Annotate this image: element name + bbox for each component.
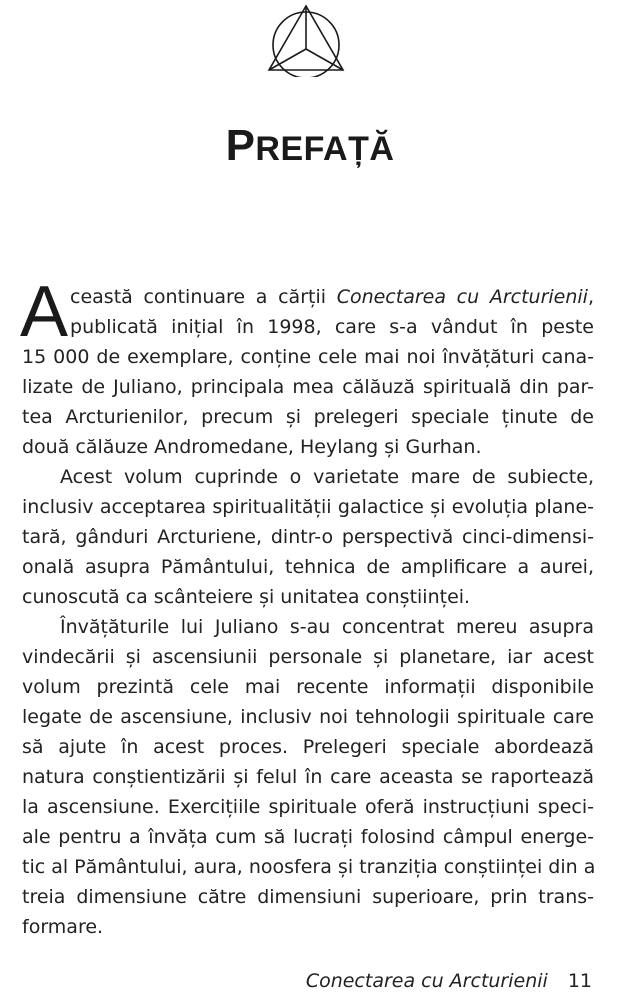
triangle-circle-emblem-icon xyxy=(266,2,346,77)
drop-cap: A xyxy=(20,272,69,352)
text-line: onală asupra Pământului, tehnica de amplificare a aurei, xyxy=(22,556,594,578)
body-text xyxy=(20,272,596,942)
paragraph-3 xyxy=(22,612,594,942)
text-line: ale pentru a învăța cum să lucrați folosind câmpul energe- xyxy=(22,826,594,848)
text-line: Acest volum cuprinde o varietate mare de subiecte, xyxy=(60,466,594,488)
text-line: 15 000 de exemplare, conține cele mai noi învățături cana- xyxy=(22,346,594,368)
book-title-italic: Conectarea cu Arcturienii xyxy=(336,286,588,308)
text-line: formare. xyxy=(22,916,104,938)
paragraph-1 xyxy=(20,272,594,462)
paragraph-2 xyxy=(22,462,594,612)
text-line: să ajute în acest proces. Prelegeri speciale abordează xyxy=(22,736,594,758)
text-line: la ascensiune. Exercițiile spirituale oferă instrucțiuni speci- xyxy=(22,796,594,818)
text-line: inclusiv acceptarea spiritualității galactice și evoluția plane- xyxy=(22,496,594,518)
running-footer-title: Conectarea cu Arcturienii xyxy=(305,970,548,992)
text-line: cunoscută ca scânteiere și unitatea conștiinței. xyxy=(22,586,471,608)
title-rest: REFAȚĂ xyxy=(255,130,395,169)
page-footer xyxy=(306,970,592,992)
page-number: 11 xyxy=(567,970,592,992)
text-line: volum prezintă cele mai recente informații disponibile xyxy=(22,676,594,698)
text-line: două călăuze Andromedane, Heylang și Gurhan. xyxy=(22,436,482,458)
text-line: publicată inițial în 1998, care s-a vândut în peste xyxy=(70,316,594,338)
text-line: Învățăturile lui Juliano s-au concentrat mereu asupra xyxy=(60,616,594,638)
text-line: tară, gânduri Arcturiene, dintr-o perspectivă cinci-dimensi- xyxy=(22,526,594,548)
text-line: vindecării și ascensiunii personale și planetare, iar acest xyxy=(22,646,594,668)
text-line: tea Arcturienilor, precum și prelegeri speciale ținute de xyxy=(22,406,594,428)
title-initial: P xyxy=(225,121,256,171)
text-line: treia dimensiune către dimensiuni superioare, prin trans- xyxy=(22,886,594,908)
text-line: ceastă continuare a cărții Conectarea cu Arcturienii, xyxy=(70,286,594,308)
page-title xyxy=(0,121,620,174)
text-line: natura conștientizării și felul în care aceasta se raportează xyxy=(22,766,594,788)
text-line: tic al Pământului, aura, noosfera și tranziția conștiinței din a xyxy=(22,856,596,878)
text-line: lizate de Juliano, principala mea călăuză spirituală din par- xyxy=(22,376,594,398)
text-line: legate de ascensiune, inclusiv noi tehnologii spirituale care xyxy=(22,706,594,728)
